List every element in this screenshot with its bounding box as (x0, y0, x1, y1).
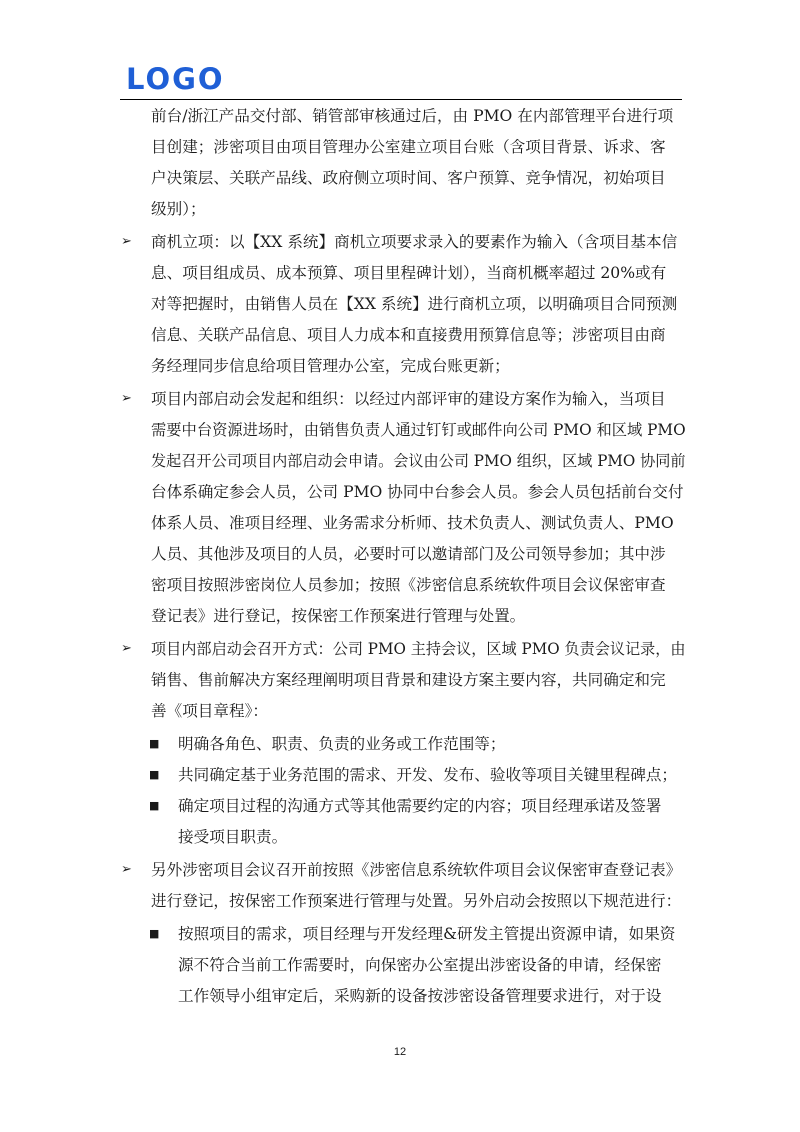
body-text-line: 确定项目过程的沟通方式等其他需要约定的内容；项目经理承诺及签署 (178, 797, 662, 815)
body-text-line: 台体系确定参会人员，公司 PMO 协同中台参会人员。参会人员包括前台交付 (151, 483, 684, 501)
logo-text: LOGO (126, 63, 225, 93)
body-text-line: 进行登记，按保密工作预案进行管理与处置。另外启动会按照以下规范进行： (151, 892, 682, 910)
body-text-line: 户决策层、关联产品线、政府侧立项时间、客户预算、竞争情况，初始项目 (151, 169, 666, 187)
body-text-line: 对等把握时，由销售人员在【XX 系统】进行商机立项，以明确项目合同预测 (151, 295, 678, 313)
square-bullet-icon: ■ (149, 737, 160, 750)
body-text-line: 项目内部启动会召开方式：公司 PMO 主持会议，区域 PMO 负责会议记录，由 (151, 640, 686, 658)
square-bullet-icon: ■ (149, 768, 160, 781)
arrow-bullet-icon: ➢ (121, 641, 132, 656)
body-text-line: 前台/浙江产品交付部、销管部审核通过后，由 PMO 在内部管理平台进行项 (151, 107, 674, 125)
body-text-line: 发起召开公司项目内部启动会申请。会议由公司 PMO 组织，区域 PMO 协同前 (151, 452, 686, 470)
body-text-line: 需要中台资源进场时，由销售负责人通过钉钉或邮件向公司 PMO 和区域 PMO (151, 421, 686, 439)
arrow-bullet-icon: ➢ (121, 391, 132, 406)
body-text-line: 按照项目的需求，项目经理与开发经理&研发主管提出资源申请，如果资 (178, 925, 676, 943)
header-divider (120, 99, 682, 100)
logo (125, 63, 225, 93)
body-text-line: 项目内部启动会发起和组织：以经过内部评审的建设方案作为输入，当项目 (151, 390, 666, 408)
body-text-line: 目创建；涉密项目由项目管理办公室建立项目台账（含项目背景、诉求、客 (151, 138, 666, 156)
body-text-line: 登记表》进行登记，按保密工作预案进行管理与处置。 (151, 607, 526, 625)
square-bullet-icon: ■ (149, 927, 160, 940)
body-text-line: 共同确定基于业务范围的需求、开发、发布、验收等项目关键里程碑点； (178, 766, 678, 784)
body-text-line: 源不符合当前工作需要时，向保密办公室提出涉密设备的申请，经保密 (178, 956, 662, 974)
body-text-line: 信息、关联产品信息、项目人力成本和直接费用预算信息等；涉密项目由商 (151, 326, 666, 344)
arrow-bullet-icon: ➢ (121, 862, 132, 877)
body-text-line: 销售、售前解决方案经理阐明项目背景和建设方案主要内容，共同确定和完 (151, 671, 666, 689)
body-text-line: 商机立项：以【XX 系统】商机立项要求录入的要素作为输入（含项目基本信 (151, 233, 678, 251)
body-text-line: 人员、其他涉及项目的人员，必要时可以邀请部门及公司领导参加；其中涉 (151, 545, 666, 563)
body-text-line: 级别）； (151, 200, 206, 218)
body-text-line: 密项目按照涉密岗位人员参加；按照《涉密信息系统软件项目会议保密审查 (151, 576, 666, 594)
body-text-line: 明确各角色、职责、负责的业务或工作范围等； (178, 735, 506, 753)
page-number: 12 (393, 1046, 407, 1058)
body-text-line: 接受项目职责。 (178, 828, 288, 846)
body-text-line: 息、项目组成员、成本预算、项目里程碑计划），当商机概率超过 20%或有 (151, 264, 667, 282)
body-text-line: 工作领导小组审定后，采购新的设备按涉密设备管理要求进行，对于设 (178, 987, 662, 1005)
arrow-bullet-icon: ➢ (121, 234, 132, 249)
square-bullet-icon: ■ (149, 799, 160, 812)
body-text-line: 另外涉密项目会议召开前按照《涉密信息系统软件项目会议保密审查登记表》 (151, 861, 682, 879)
body-text-line: 善《项目章程》： (151, 702, 268, 720)
body-text-line: 务经理同步信息给项目管理办公室，完成台账更新； (151, 357, 510, 375)
body-text-line: 体系人员、准项目经理、业务需求分析师、技术负责人、测试负责人、PMO (151, 514, 674, 532)
